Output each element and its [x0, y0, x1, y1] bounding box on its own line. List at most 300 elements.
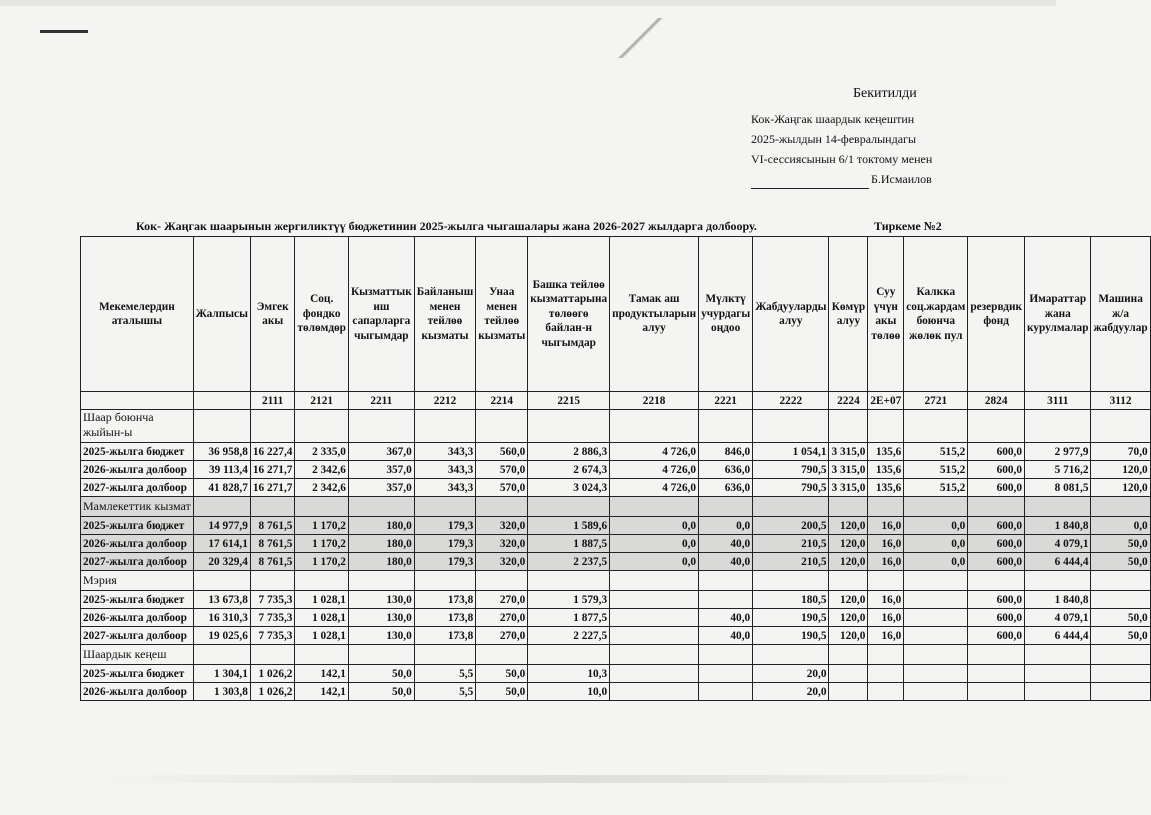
economic-code-cell: 2211: [348, 392, 414, 410]
value-cell: 600,0: [968, 591, 1025, 609]
value-cell: 135,6: [868, 461, 904, 479]
value-cell: [1025, 683, 1091, 701]
value-cell: 20 329,4: [193, 553, 250, 571]
empty-cell: [528, 410, 610, 443]
empty-cell: [868, 410, 904, 443]
value-cell: [868, 683, 904, 701]
value-cell: 3 315,0: [829, 443, 868, 461]
scan-smudge: [612, 18, 672, 58]
value-cell: [829, 665, 868, 683]
value-cell: 173,8: [414, 591, 475, 609]
value-cell: 600,0: [968, 517, 1025, 535]
empty-cell: [968, 497, 1025, 517]
value-cell: 2 227,5: [528, 627, 610, 645]
value-cell: 1 170,2: [295, 553, 349, 571]
empty-cell: [476, 410, 528, 443]
value-cell: 40,0: [699, 609, 753, 627]
value-cell: 560,0: [476, 443, 528, 461]
empty-cell: [348, 497, 414, 517]
value-cell: [610, 683, 699, 701]
value-cell: [1091, 683, 1150, 701]
empty-cell: [414, 571, 475, 591]
row-label: 2026-жылга долбоор: [81, 609, 194, 627]
value-cell: 343,3: [414, 461, 475, 479]
empty-cell: [193, 645, 250, 665]
value-cell: [904, 591, 968, 609]
value-cell: 39 113,4: [193, 461, 250, 479]
empty-cell: [829, 497, 868, 517]
value-cell: 20,0: [753, 683, 829, 701]
value-cell: 5,5: [414, 683, 475, 701]
value-cell: [829, 683, 868, 701]
empty-cell: [904, 497, 968, 517]
value-cell: 50,0: [476, 683, 528, 701]
value-cell: 210,5: [753, 553, 829, 571]
column-header: Унаа менен тейлөө кызматы: [476, 237, 528, 392]
economic-code-cell: 2212: [414, 392, 475, 410]
empty-cell: [1091, 571, 1150, 591]
column-header: Калкка соц.жардам боюнча жөлөк пул: [904, 237, 968, 392]
value-cell: 120,0: [829, 609, 868, 627]
value-cell: 190,5: [753, 609, 829, 627]
table-row: [81, 553, 1151, 571]
value-cell: 2 674,3: [528, 461, 610, 479]
value-cell: [968, 665, 1025, 683]
column-header: Эмгек акы: [250, 237, 295, 392]
row-label: 2026-жылга долбоор: [81, 461, 194, 479]
value-cell: 0,0: [904, 517, 968, 535]
attachment-label: Тиркеме №2: [874, 219, 942, 233]
value-cell: 19 025,6: [193, 627, 250, 645]
value-cell: 1 028,1: [295, 627, 349, 645]
empty-cell: [968, 571, 1025, 591]
empty-cell: [610, 497, 699, 517]
value-cell: 130,0: [348, 609, 414, 627]
economic-code-cell: 2224: [829, 392, 868, 410]
value-cell: 6 444,4: [1025, 553, 1091, 571]
value-cell: 320,0: [476, 535, 528, 553]
value-cell: 1 054,1: [753, 443, 829, 461]
value-cell: 1 840,8: [1025, 517, 1091, 535]
value-cell: 357,0: [348, 461, 414, 479]
scan-mark: [40, 30, 88, 33]
empty-cell: [295, 645, 349, 665]
value-cell: 4 726,0: [610, 479, 699, 497]
value-cell: 50,0: [348, 683, 414, 701]
economic-code-row: [81, 392, 1151, 410]
value-cell: 16,0: [868, 609, 904, 627]
scan-smudge: [80, 775, 1040, 783]
empty-cell: [904, 571, 968, 591]
value-cell: 190,5: [753, 627, 829, 645]
table-row: [81, 591, 1151, 609]
value-cell: 16,0: [868, 591, 904, 609]
value-cell: 343,3: [414, 479, 475, 497]
empty-cell: [904, 645, 968, 665]
table-row: [81, 443, 1151, 461]
value-cell: 50,0: [1091, 553, 1150, 571]
column-header: Башка тейлөө кызматтарына төлөөгө байлан-н чыгымдар: [528, 237, 610, 392]
column-header: Мекемелердин аталышы: [81, 237, 194, 392]
empty-cell: [610, 410, 699, 443]
value-cell: 790,5: [753, 461, 829, 479]
row-label: 2026-жылга долбоор: [81, 683, 194, 701]
value-cell: [699, 665, 753, 683]
value-cell: 0,0: [699, 517, 753, 535]
value-cell: 0,0: [610, 517, 699, 535]
value-cell: 0,0: [1091, 517, 1150, 535]
empty-cell: [414, 497, 475, 517]
value-cell: 1 304,1: [193, 665, 250, 683]
value-cell: 8 761,5: [250, 535, 295, 553]
empty-cell: [610, 645, 699, 665]
column-header: Имараттар жана курулмалар: [1025, 237, 1091, 392]
empty-cell: [528, 497, 610, 517]
value-cell: 790,5: [753, 479, 829, 497]
value-cell: 320,0: [476, 517, 528, 535]
value-cell: 50,0: [476, 665, 528, 683]
value-cell: 16,0: [868, 517, 904, 535]
value-cell: 200,5: [753, 517, 829, 535]
economic-code-cell: 2121: [295, 392, 349, 410]
column-header: Кызматтык иш сапарларга чыгымдар: [348, 237, 414, 392]
value-cell: 16,0: [868, 535, 904, 553]
row-label: 2027-жылга долбоор: [81, 627, 194, 645]
empty-cell: [868, 571, 904, 591]
approval-heading: Бекитилди: [853, 86, 917, 101]
empty-cell: [868, 497, 904, 517]
empty-cell: [250, 645, 295, 665]
value-cell: [1091, 591, 1150, 609]
value-cell: [610, 665, 699, 683]
empty-cell: [476, 645, 528, 665]
value-cell: 1 026,2: [250, 683, 295, 701]
value-cell: 180,0: [348, 535, 414, 553]
value-cell: 1 579,3: [528, 591, 610, 609]
section-name: Мэрия: [81, 571, 194, 591]
value-cell: 179,3: [414, 553, 475, 571]
column-header: Машина ж/а жабдуулар: [1091, 237, 1150, 392]
value-cell: 2 977,9: [1025, 443, 1091, 461]
empty-cell: [528, 645, 610, 665]
empty-cell: [1091, 645, 1150, 665]
section-header-row: [81, 645, 1151, 665]
value-cell: 0,0: [904, 535, 968, 553]
row-label: 2027-жылга долбоор: [81, 553, 194, 571]
value-cell: [699, 683, 753, 701]
signature-row: [751, 169, 1051, 189]
value-cell: 7 735,3: [250, 627, 295, 645]
value-cell: 16 271,7: [250, 461, 295, 479]
value-cell: 20,0: [753, 665, 829, 683]
empty-cell: [699, 645, 753, 665]
section-name: Мамлекеттик кызмат: [81, 497, 194, 517]
approval-line: Кок-Жаңгак шаардык кеңештин: [751, 112, 915, 126]
empty-cell: [1025, 571, 1091, 591]
value-cell: 130,0: [348, 627, 414, 645]
value-cell: 1 877,5: [528, 609, 610, 627]
column-header: Байланыш менен тейлөө кызматы: [414, 237, 475, 392]
budget-table-body: [81, 410, 1151, 701]
empty-cell: [1091, 497, 1150, 517]
value-cell: 270,0: [476, 609, 528, 627]
value-cell: 3 024,3: [528, 479, 610, 497]
value-cell: 180,0: [348, 553, 414, 571]
empty-cell: [699, 497, 753, 517]
economic-code-cell: 2218: [610, 392, 699, 410]
approval-line: 2025-жылдын 14-февралындагы: [751, 132, 917, 146]
empty-cell: [295, 497, 349, 517]
value-cell: 142,1: [295, 683, 349, 701]
empty-cell: [414, 410, 475, 443]
value-cell: 2 342,6: [295, 479, 349, 497]
row-label: 2025-жылга бюджет: [81, 591, 194, 609]
value-cell: [904, 665, 968, 683]
value-cell: 8 761,5: [250, 553, 295, 571]
empty-cell: [753, 645, 829, 665]
economic-code-cell: 2111: [250, 392, 295, 410]
empty-cell: [193, 497, 250, 517]
value-cell: 179,3: [414, 517, 475, 535]
empty-cell: [295, 410, 349, 443]
value-cell: 120,0: [829, 553, 868, 571]
column-header: Тамак аш продуктыларын алуу: [610, 237, 699, 392]
empty-cell: [829, 410, 868, 443]
economic-code-cell: 2214: [476, 392, 528, 410]
value-cell: 270,0: [476, 627, 528, 645]
value-cell: 120,0: [1091, 461, 1150, 479]
economic-code-cell: 2215: [528, 392, 610, 410]
value-cell: [868, 665, 904, 683]
table-row: [81, 517, 1151, 535]
table-row: [81, 665, 1151, 683]
table-row: [81, 535, 1151, 553]
value-cell: 570,0: [476, 461, 528, 479]
value-cell: [610, 627, 699, 645]
row-label: 2025-жылга бюджет: [81, 517, 194, 535]
value-cell: [610, 609, 699, 627]
empty-cell: [250, 497, 295, 517]
section-name: Шаар боюнча жыйын-ы: [81, 410, 194, 443]
value-cell: 50,0: [1091, 535, 1150, 553]
value-cell: [904, 609, 968, 627]
section-header-row: [81, 497, 1151, 517]
row-label: 2026-жылга долбоор: [81, 535, 194, 553]
value-cell: 2 335,0: [295, 443, 349, 461]
value-cell: 7 735,3: [250, 609, 295, 627]
value-cell: 130,0: [348, 591, 414, 609]
table-row: [81, 683, 1151, 701]
value-cell: 1 028,1: [295, 591, 349, 609]
value-cell: [1025, 665, 1091, 683]
value-cell: [699, 591, 753, 609]
value-cell: 2 886,3: [528, 443, 610, 461]
value-cell: [904, 683, 968, 701]
empty-cell: [476, 497, 528, 517]
value-cell: 41 828,7: [193, 479, 250, 497]
value-cell: [904, 627, 968, 645]
value-cell: 50,0: [1091, 627, 1150, 645]
value-cell: 10,0: [528, 683, 610, 701]
value-cell: 600,0: [968, 479, 1025, 497]
economic-code-cell: 2222: [753, 392, 829, 410]
value-cell: 180,5: [753, 591, 829, 609]
economic-code-cell: [193, 392, 250, 410]
value-cell: 4 726,0: [610, 461, 699, 479]
value-cell: 70,0: [1091, 443, 1150, 461]
value-cell: 13 673,8: [193, 591, 250, 609]
value-cell: 135,6: [868, 443, 904, 461]
empty-cell: [348, 410, 414, 443]
value-cell: 16,0: [868, 627, 904, 645]
signature-name: Б.Исмаилов: [871, 172, 932, 186]
value-cell: 1 589,6: [528, 517, 610, 535]
value-cell: 120,0: [1091, 479, 1150, 497]
value-cell: 40,0: [699, 627, 753, 645]
value-cell: 0,0: [610, 535, 699, 553]
value-cell: 8 081,5: [1025, 479, 1091, 497]
empty-cell: [868, 645, 904, 665]
column-header: Суу үчүн акы төлөө: [868, 237, 904, 392]
value-cell: 1 170,2: [295, 535, 349, 553]
value-cell: 50,0: [1091, 609, 1150, 627]
value-cell: 2 342,6: [295, 461, 349, 479]
economic-code-cell: 2721: [904, 392, 968, 410]
value-cell: 135,6: [868, 479, 904, 497]
value-cell: 16 271,7: [250, 479, 295, 497]
value-cell: 1 887,5: [528, 535, 610, 553]
empty-cell: [753, 571, 829, 591]
value-cell: 120,0: [829, 627, 868, 645]
value-cell: 600,0: [968, 535, 1025, 553]
empty-cell: [295, 571, 349, 591]
value-cell: 600,0: [968, 553, 1025, 571]
value-cell: 600,0: [968, 627, 1025, 645]
value-cell: 120,0: [829, 591, 868, 609]
section-header-row: [81, 571, 1151, 591]
value-cell: 5,5: [414, 665, 475, 683]
value-cell: 6 444,4: [1025, 627, 1091, 645]
empty-cell: [829, 645, 868, 665]
value-cell: 600,0: [968, 461, 1025, 479]
value-cell: 0,0: [904, 553, 968, 571]
empty-cell: [968, 645, 1025, 665]
scan-edge: [0, 0, 1056, 6]
economic-code-cell: [81, 392, 194, 410]
empty-cell: [753, 497, 829, 517]
economic-code-cell: 3112: [1091, 392, 1150, 410]
value-cell: 16,0: [868, 553, 904, 571]
value-cell: 50,0: [348, 665, 414, 683]
table-row: [81, 627, 1151, 645]
value-cell: 1 840,8: [1025, 591, 1091, 609]
value-cell: 600,0: [968, 609, 1025, 627]
table-header-row: [81, 237, 1151, 392]
empty-cell: [1025, 497, 1091, 517]
empty-cell: [348, 571, 414, 591]
budget-table: [80, 236, 1151, 701]
value-cell: 636,0: [699, 479, 753, 497]
economic-code-cell: 2E+07: [868, 392, 904, 410]
value-cell: 367,0: [348, 443, 414, 461]
value-cell: 173,8: [414, 627, 475, 645]
empty-cell: [753, 410, 829, 443]
value-cell: 179,3: [414, 535, 475, 553]
value-cell: 40,0: [699, 553, 753, 571]
value-cell: 1 303,8: [193, 683, 250, 701]
empty-cell: [193, 410, 250, 443]
empty-cell: [250, 571, 295, 591]
empty-cell: [348, 645, 414, 665]
row-label: 2025-жылга бюджет: [81, 665, 194, 683]
value-cell: 210,5: [753, 535, 829, 553]
value-cell: 17 614,1: [193, 535, 250, 553]
signature-line: [751, 176, 869, 189]
value-cell: 180,0: [348, 517, 414, 535]
value-cell: 320,0: [476, 553, 528, 571]
empty-cell: [193, 571, 250, 591]
value-cell: 357,0: [348, 479, 414, 497]
empty-cell: [250, 410, 295, 443]
value-cell: 5 716,2: [1025, 461, 1091, 479]
value-cell: 16 310,3: [193, 609, 250, 627]
economic-code-cell: 3111: [1025, 392, 1091, 410]
value-cell: 142,1: [295, 665, 349, 683]
empty-cell: [829, 571, 868, 591]
value-cell: 10,3: [528, 665, 610, 683]
value-cell: 515,2: [904, 443, 968, 461]
value-cell: 36 958,8: [193, 443, 250, 461]
column-header: резервдик фонд: [968, 237, 1025, 392]
value-cell: 343,3: [414, 443, 475, 461]
row-label: 2027-жылга долбоор: [81, 479, 194, 497]
value-cell: 846,0: [699, 443, 753, 461]
empty-cell: [610, 571, 699, 591]
column-header: Мүлктү учурдагы оңдоо: [699, 237, 753, 392]
value-cell: 636,0: [699, 461, 753, 479]
column-header: Көмүр алуу: [829, 237, 868, 392]
value-cell: 2 237,5: [528, 553, 610, 571]
table-row: [81, 461, 1151, 479]
empty-cell: [414, 645, 475, 665]
value-cell: 16 227,4: [250, 443, 295, 461]
value-cell: 120,0: [829, 535, 868, 553]
table-row: [81, 609, 1151, 627]
value-cell: 515,2: [904, 479, 968, 497]
value-cell: 7 735,3: [250, 591, 295, 609]
value-cell: 120,0: [829, 517, 868, 535]
value-cell: 570,0: [476, 479, 528, 497]
empty-cell: [528, 571, 610, 591]
value-cell: [610, 591, 699, 609]
value-cell: 515,2: [904, 461, 968, 479]
value-cell: 4 726,0: [610, 443, 699, 461]
document-title: Кок- Жаңгак шаарынын жергиликтүү бюджетинин 2025-жылга чыгашалары жана 2026-2027 жылдарга долбоору.: [136, 219, 757, 233]
value-cell: 0,0: [610, 553, 699, 571]
value-cell: 1 170,2: [295, 517, 349, 535]
empty-cell: [476, 571, 528, 591]
value-cell: 40,0: [699, 535, 753, 553]
value-cell: 3 315,0: [829, 479, 868, 497]
value-cell: 14 977,9: [193, 517, 250, 535]
value-cell: [1091, 665, 1150, 683]
empty-cell: [1091, 410, 1150, 443]
column-header: Жалпысы: [193, 237, 250, 392]
economic-code-cell: 2221: [699, 392, 753, 410]
row-label: 2025-жылга бюджет: [81, 443, 194, 461]
empty-cell: [904, 410, 968, 443]
table-row: [81, 479, 1151, 497]
